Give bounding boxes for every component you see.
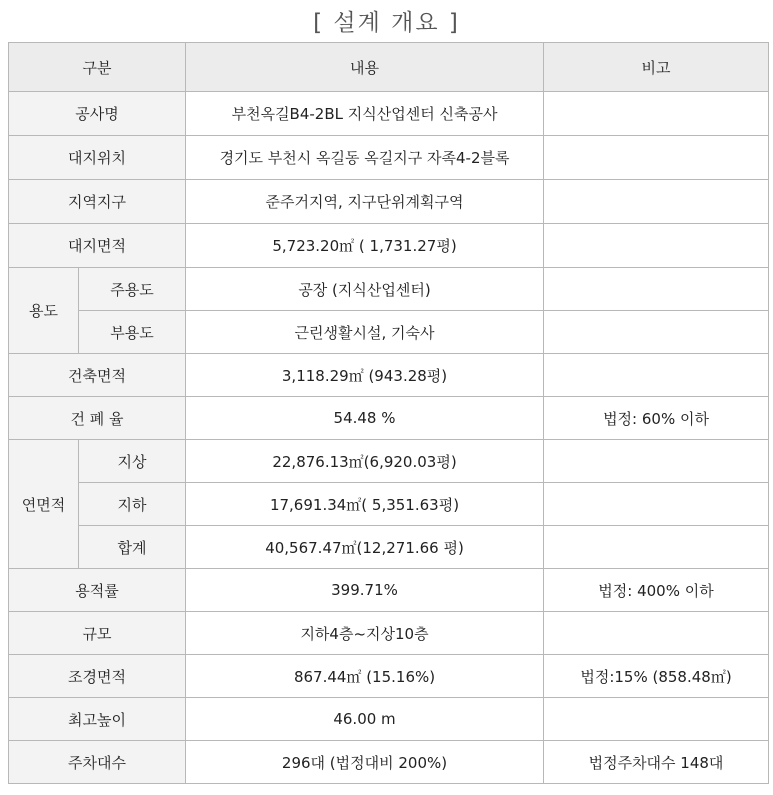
row-value: 17,691.34㎡( 5,351.63평) [186, 483, 544, 526]
table-row [9, 354, 769, 397]
table-row [9, 569, 769, 612]
row-label: 건 폐 율 [9, 397, 186, 440]
row-note [544, 268, 769, 311]
table-row [9, 440, 769, 483]
row-value: 근린생활시설, 기숙사 [186, 311, 544, 354]
row-note [544, 180, 769, 224]
row-note [544, 526, 769, 569]
header-row [9, 43, 769, 92]
row-label: 지하 [79, 483, 186, 526]
row-note [544, 311, 769, 354]
table-row [9, 483, 769, 526]
row-note: 법정:15% (858.48㎡) [544, 655, 769, 698]
row-value: 22,876.13㎡(6,920.03평) [186, 440, 544, 483]
table-row [9, 612, 769, 655]
row-label: 합계 [79, 526, 186, 569]
row-label: 주용도 [79, 268, 186, 311]
row-value: 준주거지역, 지구단위계획구역 [186, 180, 544, 224]
row-value: 867.44㎡ (15.16%) [186, 655, 544, 698]
row-value: 399.71% [186, 569, 544, 612]
table-row [9, 224, 769, 268]
row-label: 용적률 [9, 569, 186, 612]
row-label: 주차대수 [9, 741, 186, 784]
header-category: 구분 [9, 43, 186, 92]
table-row [9, 741, 769, 784]
header-content: 내용 [186, 43, 544, 92]
row-value: 5,723.20㎡ ( 1,731.27평) [186, 224, 544, 268]
row-value: 46.00 m [186, 698, 544, 741]
row-label: 지역지구 [9, 180, 186, 224]
row-label: 지상 [79, 440, 186, 483]
row-value: 40,567.47㎡(12,271.66 평) [186, 526, 544, 569]
row-note [544, 224, 769, 268]
row-label: 규모 [9, 612, 186, 655]
row-label: 대지위치 [9, 136, 186, 180]
row-note [544, 92, 769, 136]
table-row [9, 397, 769, 440]
row-value: 경기도 부천시 옥길동 옥길지구 자족4-2블록 [186, 136, 544, 180]
row-note [544, 698, 769, 741]
row-value: 296대 (법정대비 200%) [186, 741, 544, 784]
table-row [9, 136, 769, 180]
table-row [9, 698, 769, 741]
row-note [544, 136, 769, 180]
row-label: 최고높이 [9, 698, 186, 741]
table-row [9, 655, 769, 698]
table-row [9, 180, 769, 224]
row-note [544, 612, 769, 655]
row-value: 부천옥길B4-2BL 지식산업센터 신축공사 [186, 92, 544, 136]
row-value: 지하4층~지상10층 [186, 612, 544, 655]
row-value: 54.48 % [186, 397, 544, 440]
table-row [9, 311, 769, 354]
group-label-use: 용도 [9, 268, 79, 354]
row-note: 법정: 400% 이하 [544, 569, 769, 612]
row-label: 대지면적 [9, 224, 186, 268]
table-row [9, 92, 769, 136]
row-label: 공사명 [9, 92, 186, 136]
table-row [9, 526, 769, 569]
header-note: 비고 [544, 43, 769, 92]
row-value: 공장 (지식산업센터) [186, 268, 544, 311]
group-label-gross-floor-area: 연면적 [9, 440, 79, 569]
design-overview-table [8, 42, 769, 784]
row-label: 부용도 [79, 311, 186, 354]
row-note [544, 354, 769, 397]
row-note: 법정주차대수 148대 [544, 741, 769, 784]
row-note [544, 483, 769, 526]
document-title: [ 설계 개요 ] [313, 10, 460, 36]
row-label: 건축면적 [9, 354, 186, 397]
table-row [9, 268, 769, 311]
row-note: 법정: 60% 이하 [544, 397, 769, 440]
row-value: 3,118.29㎡ (943.28평) [186, 354, 544, 397]
row-note [544, 440, 769, 483]
row-label: 조경면적 [9, 655, 186, 698]
